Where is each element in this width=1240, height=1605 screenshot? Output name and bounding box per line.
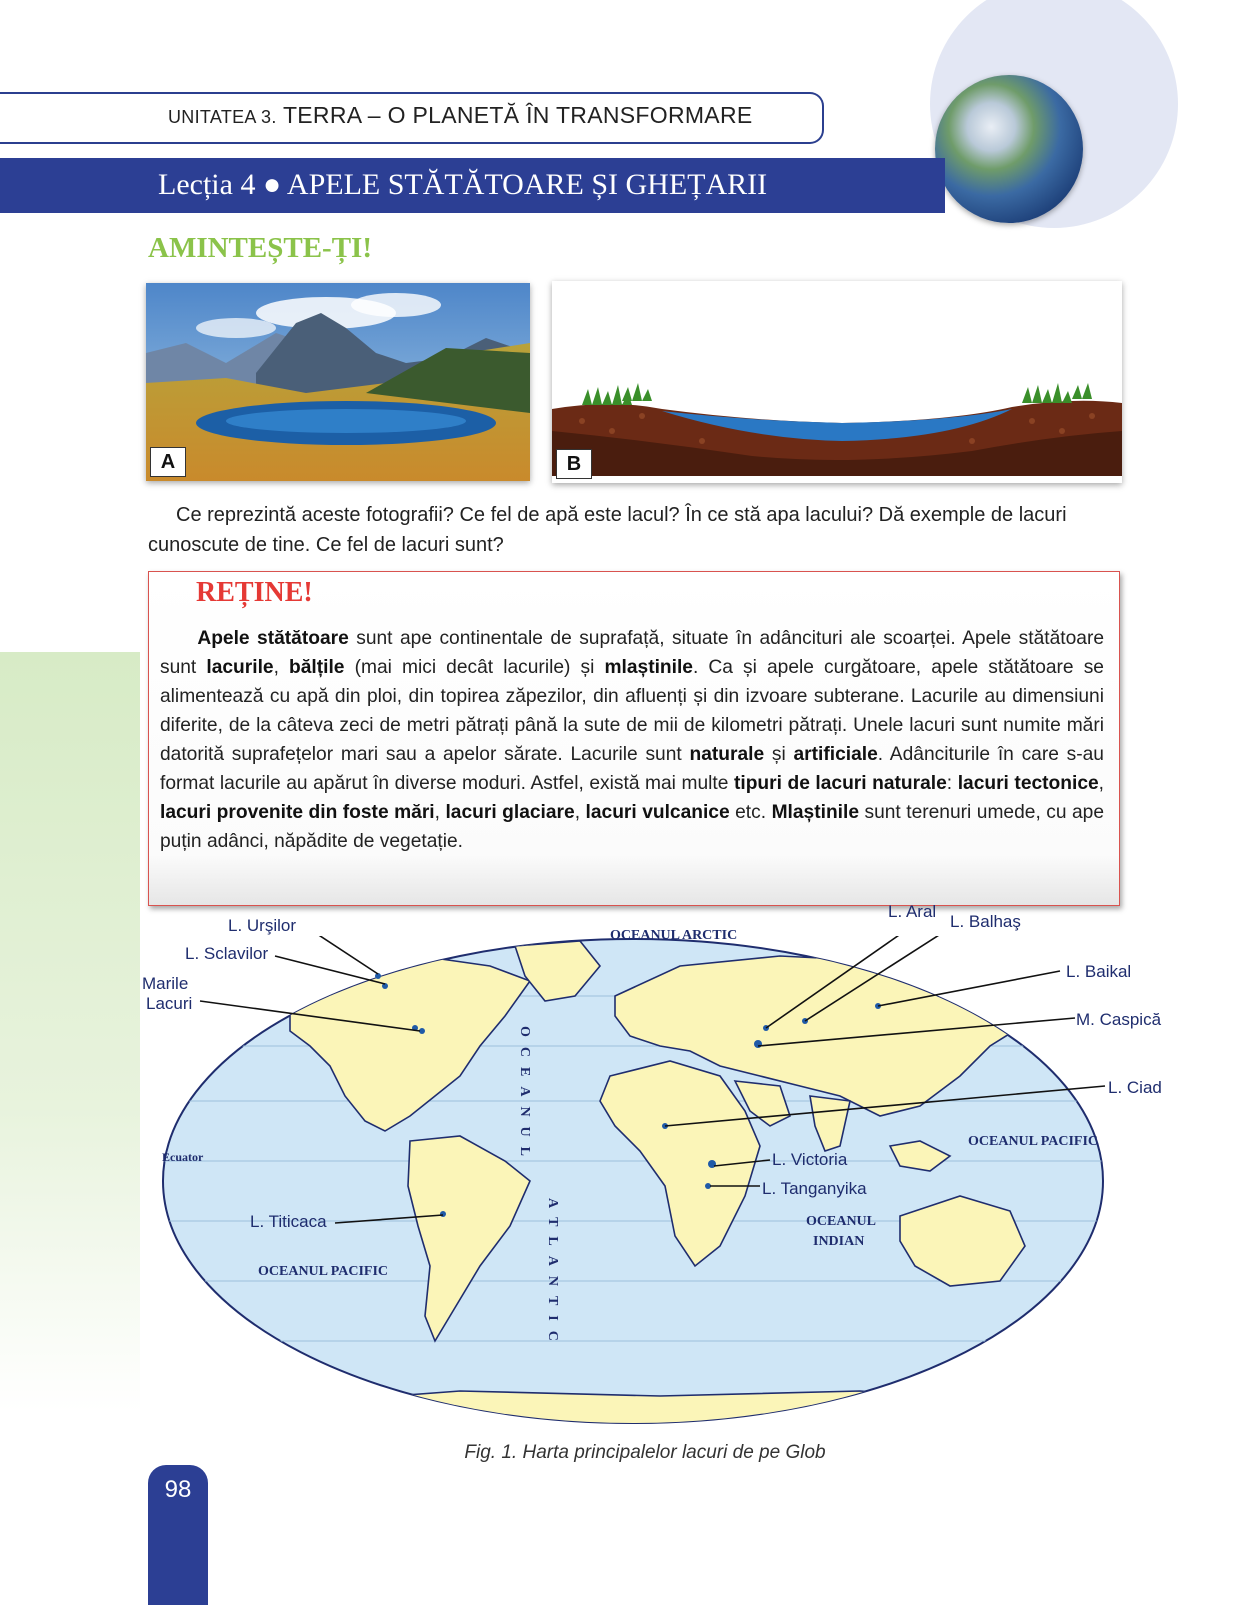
label-aral: L. Aral — [888, 902, 937, 921]
ocean-indian-1: OCEANUL — [806, 1214, 877, 1229]
ocean-indian-2: INDIAN — [813, 1234, 865, 1249]
label-balhas: L. Balhaş — [950, 912, 1021, 931]
retine-heading: REȚINE! — [196, 577, 313, 608]
ocean-pacific-west: OCEANUL PACIFIC — [258, 1264, 389, 1279]
lake-cross-section-image — [552, 281, 1122, 483]
unit-title: TERRA – O PLANETĂ ÎN TRANSFORMARE — [282, 102, 753, 128]
label-victoria: L. Victoria — [772, 1150, 848, 1169]
aminteste-heading: AMINTEȘTE-ȚI! — [148, 232, 372, 264]
ocean-atlantic-vert-2: ATLANTIC — [545, 1198, 560, 1351]
ocean-arctic: OCEANUL ARCTIC — [610, 928, 738, 943]
photo-a-label: A — [150, 447, 186, 477]
unit-prefix: UNITATEA 3. — [168, 107, 277, 127]
lesson-title: Lecția 4 ● APELE STĂTĂTOARE ȘI GHEȚARII — [158, 168, 768, 201]
world-map-svg — [160, 936, 1106, 1426]
ecuator-label: Ecuator — [162, 1150, 204, 1164]
ocean-pacific-east: OCEANUL PACIFIC — [968, 1134, 1099, 1149]
photo-a-mountain-lake — [146, 283, 530, 481]
side-decoration — [0, 652, 140, 1412]
globe-icon — [935, 75, 1083, 223]
figure-caption: Fig. 1. Harta principalelor lacuri de pe Glob — [464, 1442, 826, 1463]
photo-b-label: B — [556, 449, 592, 479]
photo-b-lake-cross-section — [552, 281, 1122, 483]
label-ursilor: L. Urşilor — [228, 916, 297, 935]
label-lacuri: Lacuri — [146, 994, 193, 1013]
world-lakes-map — [142, 902, 1162, 1426]
label-titicaca: L. Titicaca — [250, 1212, 327, 1231]
unit-header — [168, 102, 753, 129]
label-sclavilor: L. Sclavilor — [185, 944, 269, 963]
label-ciad: L. Ciad — [1108, 1078, 1162, 1097]
page-number: 98 — [164, 1476, 192, 1503]
ocean-atlantic-vert-1: OCEANUL — [517, 1026, 532, 1167]
label-baikal: L. Baikal — [1066, 962, 1132, 981]
label-caspica: M. Caspică — [1076, 1010, 1162, 1029]
label-tanganyika: L. Tanganyika — [762, 1179, 867, 1198]
retine-text: Apele stătătoare sunt ape continentale de suprafață, situate în adâncituri ale scoarței. Apele stătătoare sunt lacurile, bălțile (mai mici decât lacurile) și mlaștinile. Ca și apele curgătoare, apele stătătoare se alimentează cu apă din ploi, din topirea zăpezilor, din afluenți și din izvoare subterane. Lacurile au dimensiuni diferite, de la câteva zeci de metri pătrați până la sute de mii de kilometri pătrați. Unele lacuri sunt numite mări datorită suprafețelor mari sau a apelor sărate. Lacurile sunt naturale și artificiale. Adânciturile în care s-au format lacurile au apărut în diverse moduri. Astfel, există mai multe tipuri de lacuri naturale: lacuri tectonice, lacuri provenite din foste mări, lacuri glaciare, lacuri vulcanice etc. Mlaștinile sunt terenuri umede, cu ape puțin adânci, năpădite de vegetație. — [160, 628, 1105, 852]
label-marile: Marile — [142, 974, 189, 993]
mountain-lake-image — [146, 283, 530, 481]
aminteste-question: Ce reprezintă aceste fotografii? Ce fel de apă este lacul? În ce stă apa lacului? Dă exemple de lacuri cunoscute de tine. Ce fel de lacuri sunt? — [148, 504, 1067, 556]
